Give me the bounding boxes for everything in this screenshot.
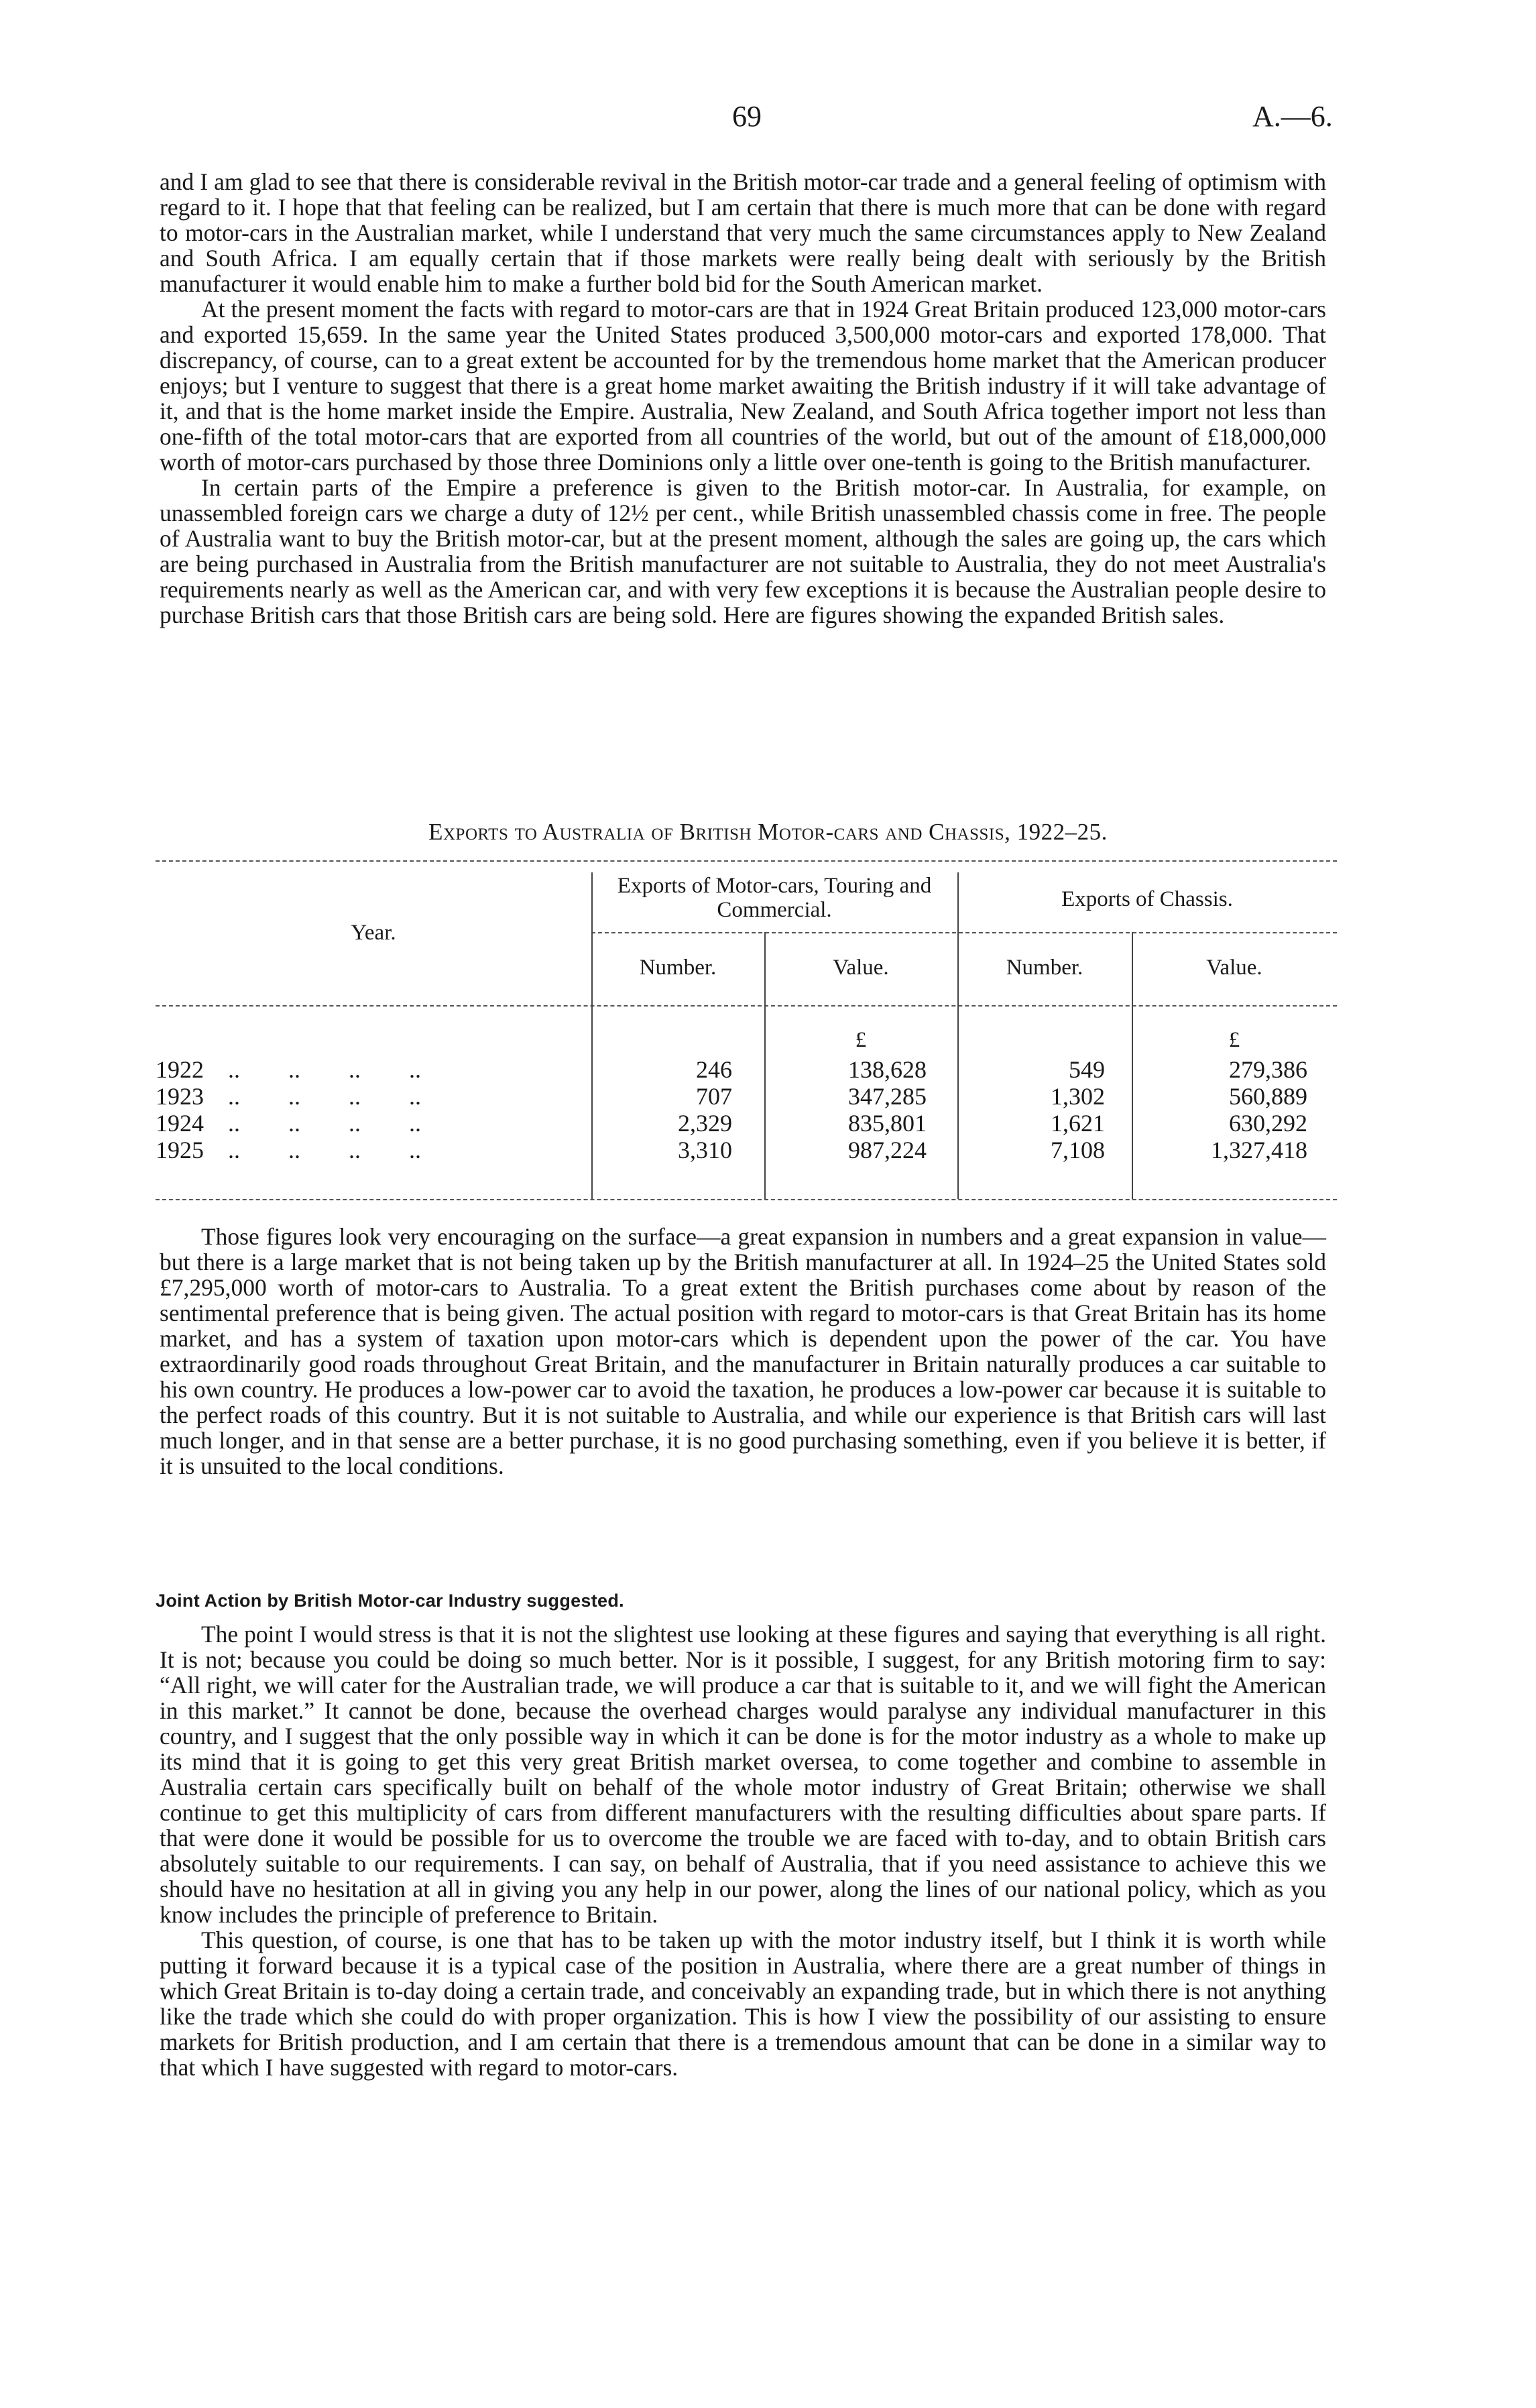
cars-number-cell: 246 bbox=[696, 1056, 732, 1083]
table-row-year: 1924 .. .. .. .. bbox=[156, 1110, 421, 1137]
paragraph: In certain parts of the Empire a preference is given to the British motor-car. In Australia, for example, on unassembled foreign cars we charge a duty of 12½ per cent., while British unassembled chassis come in free. The people of Australia want to buy the British motor-car, but at the present moment, although the sales are going up, the cars which are being purchased in Australia from the British manufacturer are not suitable to Australia, they do not meet Australia's requirements nearly as well as the American car, and with very few exceptions it is because the Australian people desire to purchase British cars that those British cars are being sold. Here are figures showing the expanded British sales. bbox=[160, 474, 1326, 628]
header-bottom-rule bbox=[156, 1005, 1337, 1007]
cars-value-cell: 347,285 bbox=[848, 1083, 927, 1110]
paragraph: The point I would stress is that it is not the slightest use looking at these figures and saying that everything is all right. It is not; because you could be doing so much better. Nor is it possible, I suggest, for any British motoring firm to say: “All right, we will cater for the Australian trade, we will produce a car that is suitable to it, and we will fight the American in this market.” It cannot be done, because the overhead charges would paralyse any individual manufacturer in this country, and I suggest that the only possible way in which it can be done is for the motor industry as a whole to make up its mind that it is going to get this very great British market oversea, to come together and combine to assemble in Australia certain cars specifically built on behalf of the whole motor industry of Great Britain; otherwise we shall continue to get this multiplicity of cars from different manufacturers with the resulting difficulties about spare parts. If that were done it would be possible for us to overcome the trouble we are faced with to-day, and to obtain British cars absolutely suitable to our requirements. I can say, on behalf of Australia, that if you need assistance to achieve this we should have no hesitation at all in giving you any help in our power, along the lines of our national policy, which as you know includes the principle of preference to Britain. bbox=[160, 1621, 1326, 1928]
exports-table bbox=[156, 860, 1337, 1210]
group-header-rule bbox=[591, 932, 1337, 933]
cars-value-cell: 987,224 bbox=[848, 1137, 927, 1163]
chassis-value-cell: 1,327,418 bbox=[1211, 1137, 1307, 1163]
cars-value-cell: 835,801 bbox=[848, 1110, 927, 1137]
chassis-value-cell: 279,386 bbox=[1229, 1056, 1307, 1083]
chassis-number-cell: 1,621 bbox=[1051, 1110, 1105, 1137]
series-reference: A.—6. bbox=[1252, 100, 1333, 133]
chassis-value-cell: 630,292 bbox=[1229, 1110, 1307, 1137]
header-chassis: Exports of Chassis. bbox=[1061, 887, 1233, 911]
cars-number-cell: 707 bbox=[696, 1083, 732, 1110]
currency-symbol: £ bbox=[855, 1028, 867, 1052]
body-text-middle bbox=[160, 1224, 1326, 1479]
table-row-year: 1925 .. .. .. .. bbox=[156, 1137, 421, 1163]
paragraph: and I am glad to see that there is considerable revival in the British motor-car trade and a general feeling of optimism with regard to it. I hope that that feeling can be realized, but I am certain that there is much more that can be done with regard to motor-cars in the Australian market, while I understand that very much the same circumstances apply to New Zealand and South Africa. I am equally certain that if those markets were really being dealt with seriously by the British manufacturer it would enable him to make a further bold bid for the South American market. bbox=[160, 168, 1326, 297]
header-year: Year. bbox=[351, 921, 396, 945]
body-text-bottom bbox=[160, 1621, 1326, 2080]
header-chassis-number: Number. bbox=[1006, 956, 1083, 980]
paragraph: Those figures look very encouraging on the surface—a great expansion in numbers and a great expansion in value—but there is a large market that is not being taken up by the British manufacturer at all. In 1924–25 the United States sold £7,295,000 worth of motor-cars to Australia. To a great extent the British purchases come about by reason of the sentimental preference that is being given. The actual position with regard to motor-cars is that Great Britain has its home market, and has a system of taxation upon motor-cars which is dependent upon the power of the car. You have extraordinarily good roads throughout Great Britain, and the manufacturer in Britain naturally produces a car suitable to his own country. He produces a low-power car to avoid the taxation, he produces a low-power car because it is suitable to the perfect roads of this country. But it is not suitable to Australia, and while our experience is that British cars will last much longer, and in that sense are a better purchase, it is no good purchasing something, even if you believe it is better, if it is unsuited to the local conditions. bbox=[160, 1223, 1326, 1479]
body-text-top bbox=[160, 169, 1326, 628]
table-top-rule bbox=[156, 860, 1337, 862]
paragraph: This question, of course, is one that has to be taken up with the motor industry itself, but I think it is worth while putting it forward because it is a typical case of the position in Australia, where there are a great number of things in which Great Britain is to-day doing a certain trade, and conceivably an expanding trade, but in which there is not anything like the trade which she could do with proper organization. This is how I view the possibility of our assisting to ensure markets for British production, and I am certain that there is a tremendous amount that can be done in a similar way to that which I have suggested with regard to motor-cars. bbox=[160, 1927, 1326, 2081]
header-cars-number: Number. bbox=[639, 956, 717, 980]
table-bottom-rule bbox=[156, 1199, 1337, 1200]
chassis-number-cell: 549 bbox=[1069, 1056, 1105, 1083]
table-title: Exports to Australia of British Motor-cars and Chassis, 1922–25. bbox=[428, 819, 1108, 845]
cars-number-cell: 2,329 bbox=[678, 1110, 732, 1137]
currency-symbol: £ bbox=[1228, 1028, 1240, 1052]
cars-number-cell: 3,310 bbox=[678, 1137, 732, 1163]
cars-value-cell: 138,628 bbox=[848, 1056, 927, 1083]
page-number: 69 bbox=[732, 100, 762, 133]
chassis-number-cell: 7,108 bbox=[1051, 1137, 1105, 1163]
table-row-year: 1922 .. .. .. .. bbox=[156, 1056, 421, 1083]
paragraph: At the present moment the facts with regard to motor-cars are that in 1924 Great Britain produced 123,000 motor-cars and exported 15,659. In the same year the United States produced 3,500,000 motor-cars and exported 178,000. That discrepancy, of course, can to a great extent be accounted for by the tremendous home market that the American producer enjoys; but I venture to suggest that there is a great home market awaiting the British industry if it will take advantage of it, and that is the home market inside the Empire. Australia, New Zealand, and South Africa together import not less than one-fifth of the total motor-cars that are exported from all countries of the world, but out of the amount of £18,000,000 worth of motor-cars purchased by those three Dominions only a little over one-tenth is going to the British manufacturer. bbox=[160, 296, 1326, 475]
chassis-number-cell: 1,302 bbox=[1051, 1083, 1105, 1110]
chassis-value-cell: 560,889 bbox=[1229, 1083, 1307, 1110]
header-cars-value: Value. bbox=[833, 956, 889, 980]
header-motor-cars: Exports of Motor-cars, Touring and Commercial. bbox=[617, 874, 932, 922]
table-row-year: 1923 .. .. .. .. bbox=[156, 1083, 421, 1110]
section-heading: Joint Action by British Motor-car Industry suggested. bbox=[156, 1591, 624, 1611]
page-header bbox=[0, 99, 1536, 139]
header-chassis-value: Value. bbox=[1206, 956, 1262, 980]
